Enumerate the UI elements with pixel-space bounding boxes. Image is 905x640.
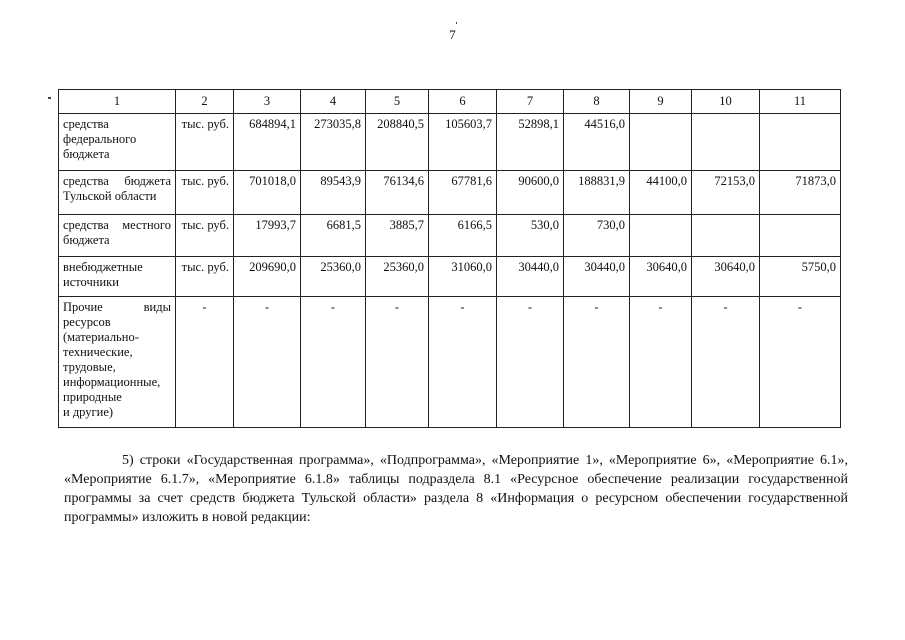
value-cell: 44516,0 bbox=[564, 114, 630, 171]
value-cell: - bbox=[564, 297, 630, 428]
value-cell: - bbox=[760, 297, 841, 428]
value-cell: 30440,0 bbox=[497, 257, 564, 297]
label-line: средства местного bbox=[63, 218, 171, 232]
scan-speck bbox=[48, 97, 51, 99]
value-cell bbox=[630, 114, 692, 171]
unit-cell: тыс. руб. bbox=[176, 171, 234, 215]
value-cell: 30440,0 bbox=[564, 257, 630, 297]
value-cell: 701018,0 bbox=[234, 171, 301, 215]
value-cell: 3885,7 bbox=[366, 215, 429, 257]
column-header: 3 bbox=[234, 90, 301, 114]
unit-cell: тыс. руб. bbox=[176, 114, 234, 171]
table-header-row bbox=[59, 90, 841, 114]
value-cell: 730,0 bbox=[564, 215, 630, 257]
value-cell: - bbox=[497, 297, 564, 428]
value-cell bbox=[692, 114, 760, 171]
column-header: 8 bbox=[564, 90, 630, 114]
value-cell: 6166,5 bbox=[429, 215, 497, 257]
label-line: средства бюджета bbox=[63, 174, 171, 188]
row-label bbox=[59, 114, 176, 171]
value-cell: 209690,0 bbox=[234, 257, 301, 297]
row-label bbox=[59, 215, 176, 257]
column-header: 5 bbox=[366, 90, 429, 114]
unit-cell: тыс. руб. bbox=[176, 215, 234, 257]
value-cell: 188831,9 bbox=[564, 171, 630, 215]
label-line: ресурсов bbox=[63, 315, 111, 329]
value-cell: 208840,5 bbox=[366, 114, 429, 171]
label-line: и другие) bbox=[63, 405, 114, 419]
value-cell: 67781,6 bbox=[429, 171, 497, 215]
value-cell: 273035,8 bbox=[301, 114, 366, 171]
row-label bbox=[59, 171, 176, 215]
column-header: 9 bbox=[630, 90, 692, 114]
table-row bbox=[59, 114, 841, 171]
table-row bbox=[59, 215, 841, 257]
table-row bbox=[59, 297, 841, 428]
value-cell bbox=[760, 114, 841, 171]
label-line: бюджета bbox=[63, 147, 110, 161]
label-line: бюджета bbox=[63, 233, 110, 247]
value-cell: - bbox=[630, 297, 692, 428]
scan-speck bbox=[456, 22, 457, 24]
table-row bbox=[59, 257, 841, 297]
value-cell: - bbox=[429, 297, 497, 428]
label-line: (материально- bbox=[63, 330, 139, 344]
value-cell bbox=[692, 215, 760, 257]
column-header: 4 bbox=[301, 90, 366, 114]
value-cell: 71873,0 bbox=[760, 171, 841, 215]
value-cell: 6681,5 bbox=[301, 215, 366, 257]
value-cell: 25360,0 bbox=[301, 257, 366, 297]
page-number: 7 bbox=[449, 27, 456, 42]
value-cell: 530,0 bbox=[497, 215, 564, 257]
value-cell: 25360,0 bbox=[366, 257, 429, 297]
value-cell: 90600,0 bbox=[497, 171, 564, 215]
value-cell: 30640,0 bbox=[630, 257, 692, 297]
label-line: средства bbox=[63, 117, 109, 131]
value-cell: - bbox=[692, 297, 760, 428]
label-line: информационные, bbox=[63, 375, 161, 389]
value-cell: 52898,1 bbox=[497, 114, 564, 171]
paragraph-text: 5) строки «Государственная программа», «Подпрограмма», «Мероприятие 1», «Мероприятие 6», «Мероприятие 6.1», «Мероприятие 6.1.7», «Мероприятие 6.1.8» таблицы подраздела 8.1 «Ресурсное обеспечение реализации государственной программы за счет средств бюджета Тульской области» раздела 8 «Информация о ресурсном обеспечении государственной программы» изложить в новой редакции: bbox=[64, 453, 848, 525]
column-header: 7 bbox=[497, 90, 564, 114]
value-cell bbox=[760, 215, 841, 257]
label-line: источники bbox=[63, 275, 119, 289]
value-cell: 684894,1 bbox=[234, 114, 301, 171]
column-header: 1 bbox=[59, 90, 176, 114]
column-header: 6 bbox=[429, 90, 497, 114]
value-cell: 30640,0 bbox=[692, 257, 760, 297]
value-cell: - bbox=[301, 297, 366, 428]
value-cell: 89543,9 bbox=[301, 171, 366, 215]
unit-cell: тыс. руб. bbox=[176, 257, 234, 297]
row-label bbox=[59, 297, 176, 428]
table-row bbox=[59, 171, 841, 215]
label-line: внебюджетные bbox=[63, 260, 143, 274]
value-cell: 5750,0 bbox=[760, 257, 841, 297]
column-header: 11 bbox=[760, 90, 841, 114]
column-header: 10 bbox=[692, 90, 760, 114]
column-header: 2 bbox=[176, 90, 234, 114]
row-label bbox=[59, 257, 176, 297]
value-cell: 72153,0 bbox=[692, 171, 760, 215]
value-cell: 17993,7 bbox=[234, 215, 301, 257]
label-line: природные bbox=[63, 390, 122, 404]
label-line: федерального bbox=[63, 132, 137, 146]
value-cell: 76134,6 bbox=[366, 171, 429, 215]
label-line: Тульской области bbox=[63, 189, 157, 203]
value-cell: 44100,0 bbox=[630, 171, 692, 215]
value-cell: - bbox=[366, 297, 429, 428]
resource-table bbox=[58, 89, 841, 428]
unit-cell: - bbox=[176, 297, 234, 428]
label-line: Прочие виды bbox=[63, 300, 171, 314]
label-line: технические, bbox=[63, 345, 133, 359]
amendment-paragraph bbox=[64, 451, 848, 527]
value-cell: 105603,7 bbox=[429, 114, 497, 171]
value-cell: 31060,0 bbox=[429, 257, 497, 297]
value-cell: - bbox=[234, 297, 301, 428]
value-cell bbox=[630, 215, 692, 257]
label-line: трудовые, bbox=[63, 360, 116, 374]
